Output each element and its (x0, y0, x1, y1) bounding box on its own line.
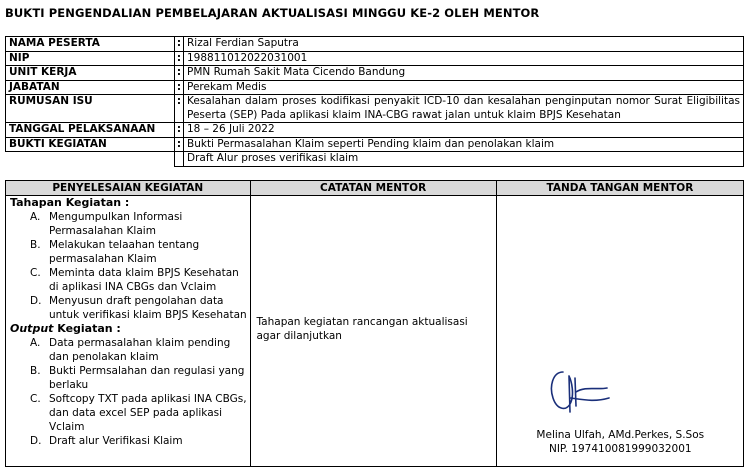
list-letter: B. (30, 365, 41, 377)
list-line: Menyusun draft pengolahan data (49, 295, 224, 307)
list-line: Mengumpulkan Informasi (49, 211, 183, 223)
output-title-em: Output (10, 322, 54, 335)
list-line: untuk verifikasi klaim BPJS Kesehatan (49, 309, 247, 321)
empty-cell (175, 152, 184, 167)
info-row-bukti-kegiatan (6, 137, 744, 152)
info-colon: : (175, 95, 184, 123)
info-value: 198811012022031001 (184, 51, 744, 66)
info-value: Perekam Medis (184, 80, 744, 95)
info-row-tanggal (6, 123, 744, 138)
info-value: Bukti Permasalahan Klaim seperti Pending klaim dan penolakan klaim (184, 137, 744, 152)
info-label: BUKTI KEGIATAN (6, 137, 175, 152)
list-line: dan data excel SEP pada aplikasi (49, 407, 223, 419)
list-line: Melakukan telaahan tentang (49, 239, 200, 251)
list-letter: C. (30, 393, 41, 405)
list-line: Data permasalahan klaim pending (49, 337, 231, 349)
info-colon: : (175, 123, 184, 138)
list-item (6, 392, 250, 434)
list-line: Softcopy TXT pada aplikasi INA CBGs, (49, 393, 247, 405)
tahapan-title: Tahapan Kegiatan : (10, 196, 130, 209)
info-colon: : (175, 80, 184, 95)
list-letter: B. (30, 239, 41, 251)
header-catatan: CATATAN MENTOR (250, 181, 496, 196)
list-letter: C. (30, 267, 41, 279)
list-letter: A. (30, 211, 41, 223)
info-value: PMN Rumah Sakit Mata Cicendo Bandung (184, 66, 744, 81)
info-row-nama (6, 37, 744, 52)
list-letter: D. (30, 435, 42, 447)
info-colon: : (175, 137, 184, 152)
info-row-jabatan (6, 80, 744, 95)
list-letter: D. (30, 295, 42, 307)
list-line: Meminta data klaim BPJS Kesehatan (49, 267, 239, 279)
info-label: NAMA PESERTA (6, 37, 175, 52)
list-item (6, 434, 250, 448)
output-list (6, 336, 250, 448)
tanda-tangan-cell (496, 196, 743, 467)
list-item (6, 336, 250, 364)
activity-table-body (6, 196, 744, 467)
info-value: Draft Alur proses verifikasi klaim (184, 152, 744, 167)
info-label: NIP (6, 51, 175, 66)
info-label: TANGGAL PELAKSANAAN (6, 123, 175, 138)
participant-info-table (5, 36, 744, 167)
list-line: Bukti Permsalahan dan regulasi yang (49, 365, 245, 377)
mentor-nip: NIP. 197410081999032001 (548, 443, 692, 455)
header-penyelesaian: PENYELESAIAN KEGIATAN (6, 181, 251, 196)
mentor-name: Melina Ulfah, AMd.Perkes, S.Sos (536, 429, 705, 441)
list-item (6, 210, 250, 238)
info-colon: : (175, 51, 184, 66)
list-line: dan penolakan klaim (49, 351, 159, 363)
penyelesaian-cell (6, 196, 251, 467)
list-line: berlaku (49, 379, 89, 391)
info-value: 18 – 26 Juli 2022 (184, 123, 744, 138)
activity-table-header (6, 181, 744, 196)
info-row-rumusan-isu (6, 95, 744, 123)
activity-table (5, 180, 744, 467)
empty-cell (6, 152, 175, 167)
page-title: BUKTI PENGENDALIAN PEMBELAJARAN AKTUALISASI MINGGU KE-2 OLEH MENTOR (5, 6, 540, 20)
tahapan-list (6, 210, 250, 322)
info-label: UNIT KERJA (6, 66, 175, 81)
mentor-note: Tahapan kegiatan rancangan aktualisasi agar dilanjutkan (256, 316, 468, 342)
output-title-rest: Kegiatan : (53, 322, 121, 335)
info-label: JABATAN (6, 80, 175, 95)
info-row-nip (6, 51, 744, 66)
info-label: RUMUSAN ISU (6, 95, 175, 123)
info-colon: : (175, 66, 184, 81)
info-row-unit-kerja (6, 66, 744, 81)
list-item (6, 294, 250, 322)
list-line: Vclaim (49, 421, 85, 433)
info-colon: : (175, 37, 184, 52)
info-value: Kesalahan dalam proses kodifikasi penyakit ICD-10 dan kesalahan penginputan nomor Surat Eligibilitas Peserta (SEP) Pada aplikasi klaim INA-CBG rawat jalan untuk klaim BPJS Kesehatan (184, 95, 744, 123)
signature-image (545, 368, 615, 418)
list-item (6, 364, 250, 392)
list-item (6, 266, 250, 294)
catatan-cell (250, 196, 496, 467)
output-title (6, 322, 250, 336)
list-letter: A. (30, 337, 41, 349)
list-line: Draft alur Verifikasi Klaim (49, 435, 183, 447)
info-value: Rizal Ferdian Saputra (184, 37, 744, 52)
header-tanda-tangan: TANDA TANGAN MENTOR (496, 181, 743, 196)
list-line: Permasalahan Klaim (49, 225, 156, 237)
info-row-bukti-extra (6, 152, 744, 167)
list-item (6, 238, 250, 266)
list-line: permasalahan Klaim (49, 253, 157, 265)
list-line: di aplikasi INA CBGs dan Vclaim (49, 281, 217, 293)
